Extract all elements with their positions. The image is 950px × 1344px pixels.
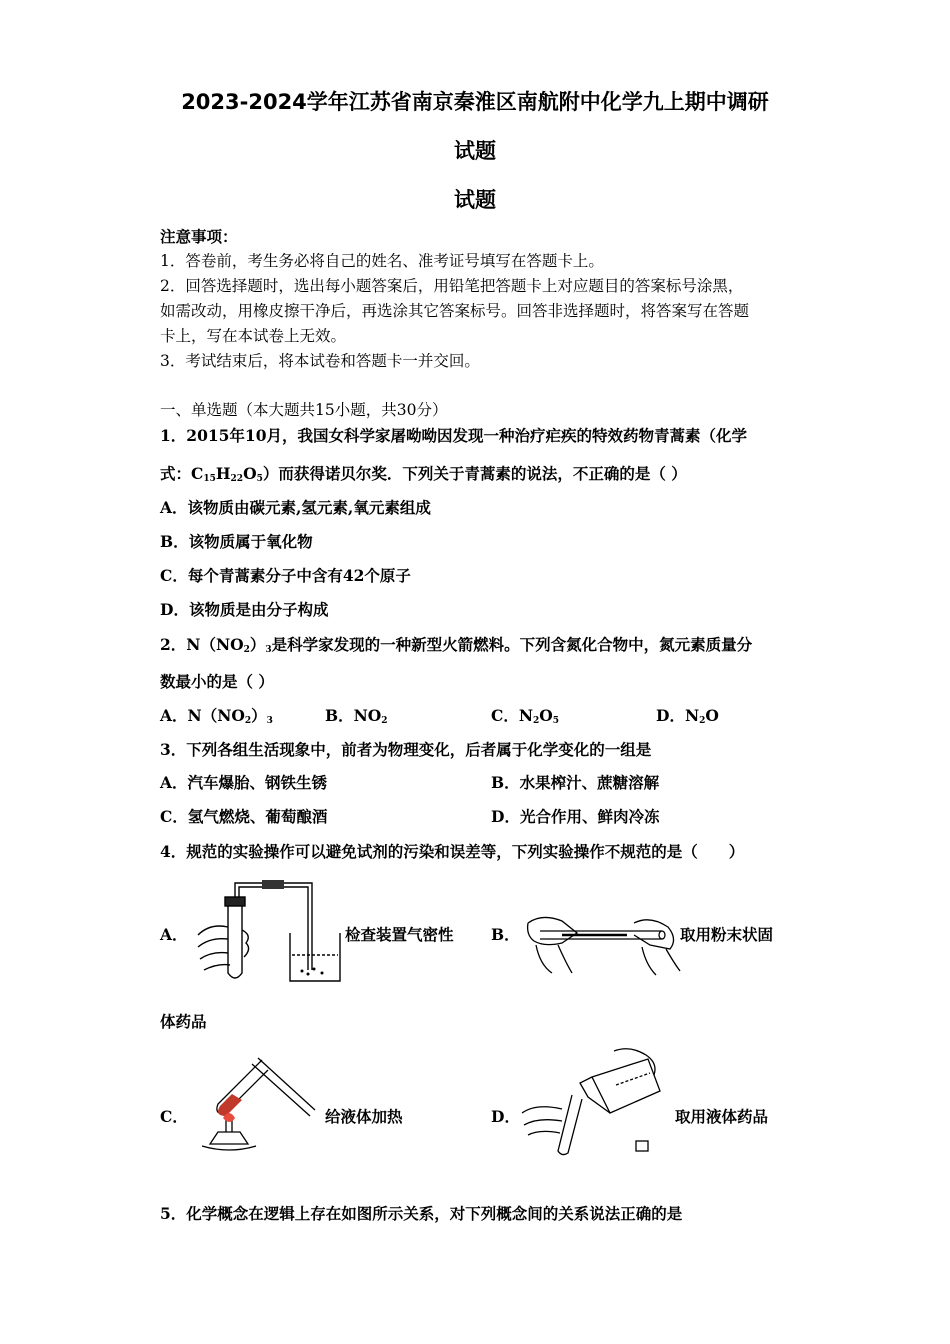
q4-option-b-letter: B． xyxy=(491,925,520,944)
q3-option-a: A．汽车爆胎、钢铁生锈 xyxy=(160,773,328,792)
notice-heading: 注意事项： xyxy=(160,227,238,246)
q4-option-b-text: 取用粉末状固 xyxy=(680,925,774,944)
airtightness-check-figure xyxy=(190,875,345,985)
q3-stem: 3．下列各组生活现象中，前者为物理变化，后者属于化学变化的一组是 xyxy=(160,740,652,759)
q2-option-d: D．$N_2O$ xyxy=(656,706,719,726)
notice-item-2-line2: 如需改动，用橡皮擦干净后，再选涂其它答案标号。回答非选择题时，将答案写在答题 xyxy=(160,302,750,320)
q5-stem: 5．化学概念在逻辑上存在如图所示关系，对下列概念间的关系说法正确的是 xyxy=(160,1204,683,1223)
q4-option-a-letter: A． xyxy=(160,925,188,944)
q2-option-a: A．$N(NO_2)_3$ xyxy=(160,706,273,726)
pouring-liquid-figure xyxy=(518,1045,668,1160)
q1-stem-line1: 1．2015年10月，我国女科学家屠呦呦因发现一种治疗疟疾的特效药物青蒿素（化学 xyxy=(160,426,747,445)
q2-option-c: C．$N_2O_5$ xyxy=(491,706,560,726)
q4-stem: 4．规范的实验操作可以避免试剂的污染和误差等，下列实验操作不规范的是（ ） xyxy=(160,842,745,861)
q3-option-c: C．氢气燃烧、葡萄酿酒 xyxy=(160,807,328,826)
q1-option-a: A．该物质由碳元素,氢元素,氧元素组成 xyxy=(160,498,431,517)
heating-liquid-figure xyxy=(190,1052,320,1157)
powder-sampling-figure xyxy=(522,905,682,980)
notice-item-3: 3．考试结束后，将本试卷和答题卡一并交回。 xyxy=(160,352,480,370)
notice-item-2-line3: 卡上，写在本试卷上无效。 xyxy=(160,327,347,345)
exam-title-line2: 试题 xyxy=(454,139,496,163)
exam-title-line1: 2023-2024学年江苏省南京秦淮区南航附中化学九上期中调研 xyxy=(181,90,769,114)
q1-option-d: D．该物质是由分子构成 xyxy=(160,600,329,619)
q4-option-c-letter: C． xyxy=(160,1107,188,1126)
q1-option-b: B．该物质属于氧化物 xyxy=(160,532,313,551)
q4-option-d-letter: D． xyxy=(491,1107,520,1126)
exam-title-line3: 试题 xyxy=(454,188,496,212)
q2-stem-line1: 2．$N(NO_2)_3$是科学家发现的一种新型火箭燃料。下列含氮化合物中，氮元素质量分 xyxy=(160,635,753,655)
q2-option-b: B．$NO_2$ xyxy=(325,706,388,726)
q3-option-d: D．光合作用、鲜肉冷冻 xyxy=(491,807,660,826)
q1-stem-line2: 式：$C_{15}H_{22}O_5$）而获得诺贝尔奖．下列关于青蒿素的说法，不正确的是（ ） xyxy=(160,464,687,484)
notice-item-2-line1: 2．回答选择题时，选出每小题答案后，用铅笔把答题卡上对应题目的答案标号涂黑， xyxy=(160,277,744,295)
q4-option-d-text: 取用液体药品 xyxy=(675,1107,769,1126)
q4-option-a-text: 检查装置气密性 xyxy=(345,925,454,944)
q4-option-b-text-cont: 体药品 xyxy=(160,1012,207,1031)
notice-item-1: 1．答卷前，考生务必将自己的姓名、准考证号填写在答题卡上。 xyxy=(160,252,604,270)
q1-option-c: C．每个青蒿素分子中含有42个原子 xyxy=(160,566,411,585)
q2-stem-line2: 数最小的是（ ） xyxy=(160,672,274,691)
section-heading: 一、单选题（本大题共15小题，共30分） xyxy=(160,401,448,419)
q3-option-b: B．水果榨汁、蔗糖溶解 xyxy=(491,773,660,792)
q4-option-c-text: 给液体加热 xyxy=(325,1107,403,1126)
